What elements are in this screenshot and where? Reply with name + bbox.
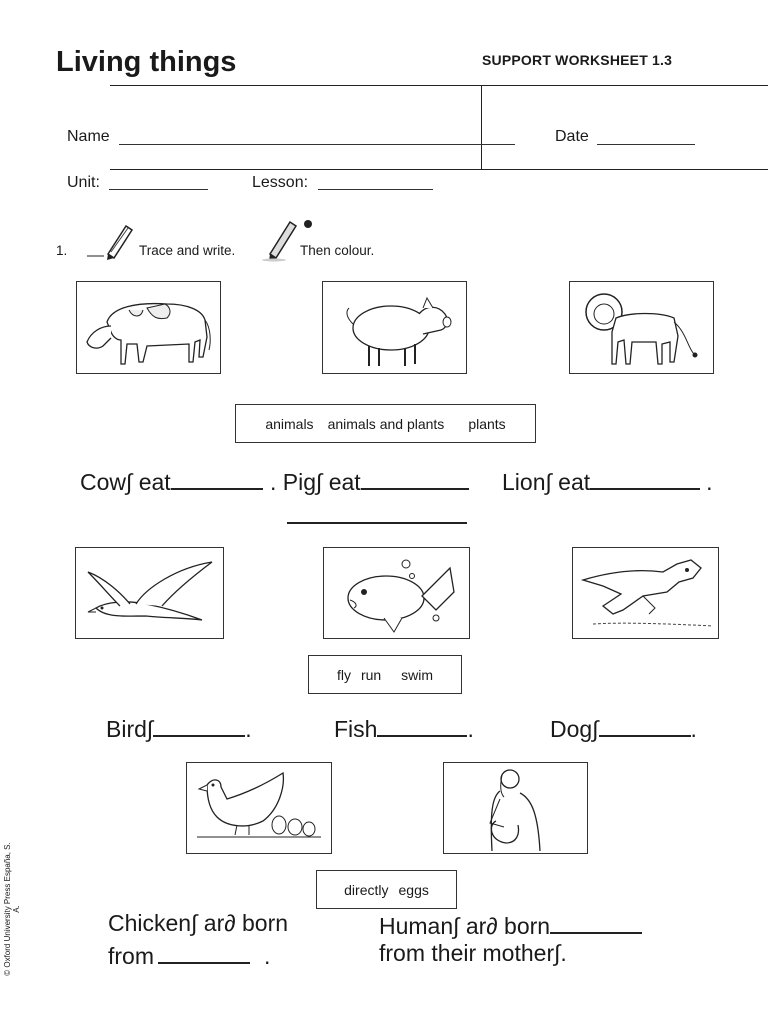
word-swim: swim (401, 666, 434, 683)
word-eggs: eggs (398, 881, 429, 898)
pig-picture (322, 281, 467, 374)
unit-label: Unit: (67, 174, 100, 191)
lion-picture (569, 281, 714, 374)
answer-chicken[interactable] (158, 940, 250, 964)
hen-icon (187, 763, 331, 853)
word-animals: animals (265, 415, 314, 432)
answer-pig[interactable] (361, 466, 469, 490)
sentence-dog-text: Dog∫ (550, 716, 599, 742)
page-title: Living things (56, 46, 237, 78)
instruction-colour: Then colour. (300, 243, 375, 258)
header-divider (481, 85, 482, 169)
sentence-fish-text: Fish (334, 716, 378, 742)
pig-icon (323, 282, 466, 373)
word-run: run (360, 666, 382, 683)
word-fly: fly (336, 666, 351, 683)
sentence-cow-text: Cow∫ eat (80, 469, 171, 495)
sentence-pig-text: . Pig∫ eat (270, 469, 361, 495)
sentence-human-line2: from their mother∫. (379, 940, 567, 966)
lesson-label: Lesson: (252, 174, 309, 191)
bird-picture (75, 547, 224, 639)
fish-picture (323, 547, 470, 639)
woman-picture (443, 762, 588, 854)
sentence-dog (550, 713, 697, 743)
dog-icon (573, 548, 718, 638)
answer-bird[interactable] (153, 713, 245, 737)
sentence-cow (80, 466, 263, 496)
sentence-pig (270, 466, 469, 496)
name-field[interactable] (119, 144, 515, 145)
name-label: Name (67, 128, 110, 145)
sentence-human-line1 (379, 910, 642, 940)
hen-picture (186, 762, 332, 854)
word-bank-3 (316, 870, 457, 909)
lesson-field[interactable] (318, 189, 433, 190)
sentence-chicken-line2 (108, 940, 270, 970)
sentence-fish (334, 713, 474, 743)
word-animals-and-plants: animals and plants (327, 415, 445, 432)
sentence-lion-period: . (706, 469, 713, 495)
answer-extra-line[interactable] (287, 522, 467, 524)
sentence-fish-period: . (467, 716, 474, 742)
header-bottom-line (110, 169, 768, 170)
sentence-dog-period: . (690, 716, 697, 742)
answer-fish[interactable] (377, 713, 467, 737)
cow-picture (76, 281, 221, 374)
pregnant-woman-icon (444, 763, 587, 853)
bird-icon (76, 548, 223, 638)
pencil-trace-icon (86, 222, 136, 260)
sentence-bird-text: Bird∫ (106, 716, 154, 742)
worksheet-label: SUPPORT WORKSHEET 1.3 (482, 52, 673, 68)
sentence-bird-period: . (245, 716, 252, 742)
word-plants: plants (468, 415, 506, 432)
word-directly: directly (344, 881, 389, 898)
sentence-bird (106, 713, 252, 743)
sentence-lion-text: Lion∫ eat (502, 469, 591, 495)
cow-icon (77, 282, 220, 373)
sentence-chicken-from: from (108, 943, 154, 969)
instruction-trace: Trace and write. (139, 243, 236, 258)
dog-picture (572, 547, 719, 639)
answer-dog[interactable] (599, 713, 691, 737)
word-bank-2 (308, 655, 462, 694)
lion-icon (570, 282, 713, 373)
answer-cow[interactable] (171, 466, 263, 490)
sentence-human-text: Human∫ ar∂ born (379, 913, 551, 939)
sentence-chicken-line1: Chicken∫ ar∂ born (108, 910, 289, 936)
exercise-number: 1. (56, 243, 68, 258)
date-field[interactable] (597, 144, 695, 145)
fish-icon (324, 548, 469, 638)
unit-field[interactable] (109, 189, 208, 190)
header-top-line (110, 85, 768, 86)
sentence-lion (502, 466, 713, 496)
answer-human[interactable] (550, 910, 642, 934)
word-bank-1 (235, 404, 536, 443)
copyright-text: © Oxford University Press España, S. A. (3, 842, 21, 976)
sentence-chicken-period: . (264, 943, 271, 969)
date-label: Date (555, 128, 589, 145)
answer-lion[interactable] (590, 466, 700, 490)
